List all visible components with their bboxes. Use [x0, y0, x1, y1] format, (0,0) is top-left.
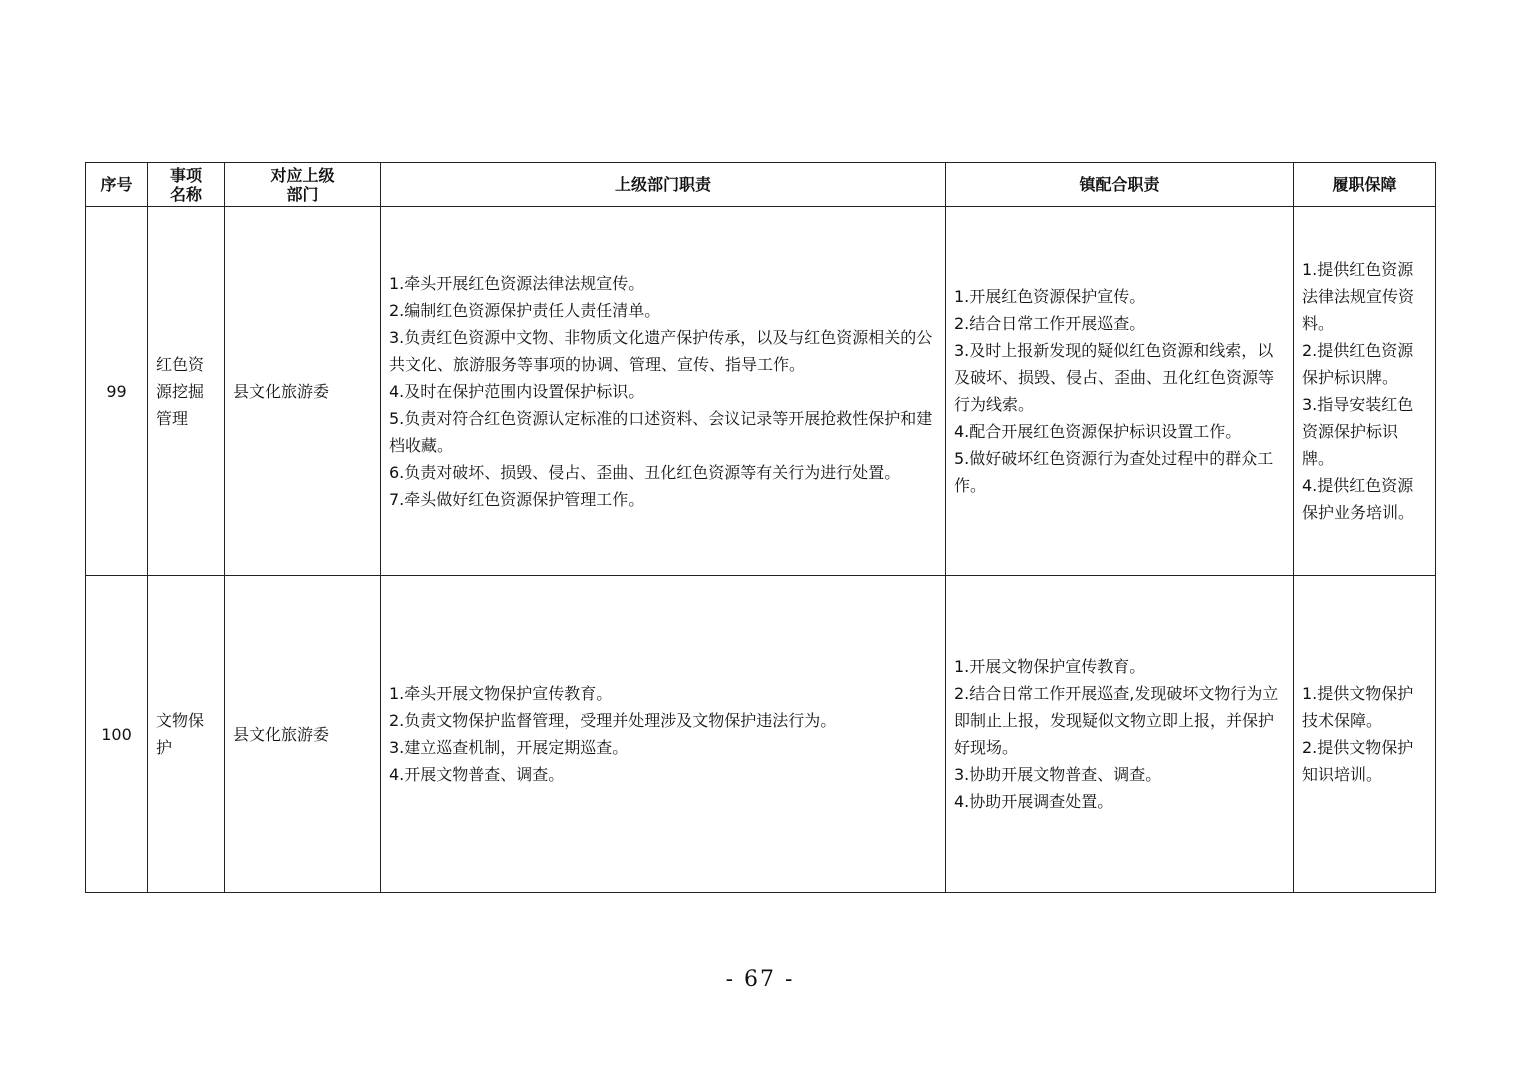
duty-item: 3.建立巡查机制，开展定期巡查。	[389, 738, 629, 757]
header-dept	[225, 163, 381, 207]
item-name: 文物保护	[148, 576, 225, 893]
duty-item: 5.负责对符合红色资源认定标准的口述资料、会议记录等开展抢救性保护和建档收藏。	[389, 408, 933, 455]
duty-item: 7.牵头做好红色资源保护管理工作。	[389, 489, 645, 509]
duty-item: 2.编制红色资源保护责任人责任清单。	[389, 300, 661, 320]
guarantee-item: 1.提供红色资源法律法规宣传资料。	[1302, 260, 1415, 333]
item-department: 县文化旅游委	[225, 576, 381, 893]
duty-item: 4.开展文物普查、调查。	[389, 765, 565, 784]
guarantee-item: 1.提供文物保护技术保障。	[1302, 684, 1414, 730]
duties-table	[85, 162, 1436, 893]
duty-item: 6.负责对破坏、损毁、侵占、歪曲、丑化红色资源等有关行为进行处置。	[389, 462, 901, 482]
town-duties-cell	[946, 576, 1294, 893]
header-dept-line: 部门	[286, 184, 319, 204]
town-duties-cell	[946, 207, 1294, 576]
duty-item: 1.牵头开展文物保护宣传教育。	[389, 684, 613, 703]
header-upper-duties: 上级部门职责	[381, 163, 946, 207]
duty-item: 2.结合日常工作开展巡查。	[954, 314, 1146, 333]
duty-item: 1.牵头开展红色资源法律法规宣传。	[389, 273, 645, 293]
duty-item: 4.配合开展红色资源保护标识设置工作。	[954, 422, 1242, 441]
header-dept-line: 对应上级	[270, 165, 335, 185]
duty-item: 2.负责文物保护监督管理，受理并处理涉及文物保护违法行为。	[389, 711, 837, 730]
item-number: 99	[86, 207, 148, 576]
duty-item: 3.协助开展文物普查、调查。	[954, 765, 1162, 784]
duty-item: 3.及时上报新发现的疑似红色资源和线索，以及破坏、损毁、侵占、歪曲、丑化红色资源等行为线索。	[954, 341, 1275, 414]
duty-item: 2.结合日常工作开展巡查,发现破坏文物行为立即制止上报，发现疑似文物立即上报，并保护好现场。	[954, 684, 1279, 757]
upper-duties-cell	[381, 207, 946, 576]
duty-item: 1.开展红色资源保护宣传。	[954, 287, 1146, 306]
duty-item: 4.及时在保护范围内设置保护标识。	[389, 381, 645, 401]
page-number: - 67 -	[725, 967, 795, 992]
header-guarantee: 履职保障	[1294, 163, 1436, 207]
item-number: 100	[86, 576, 148, 893]
guarantee-cell	[1294, 207, 1436, 576]
header-town-duties: 镇配合职责	[946, 163, 1294, 207]
header-name	[148, 163, 225, 207]
guarantee-item: 2.提供文物保护知识培训。	[1302, 738, 1414, 784]
duty-item: 4.协助开展调查处置。	[954, 792, 1114, 811]
item-name: 红色资源挖掘管理	[148, 207, 225, 576]
guarantee-item: 2.提供红色资源保护标识牌。	[1302, 341, 1414, 387]
guarantee-item: 3.指导安装红色资源保护标识牌。	[1302, 395, 1414, 468]
item-department: 县文化旅游委	[225, 207, 381, 576]
header-row	[86, 163, 1436, 207]
table-row	[86, 207, 1436, 576]
guarantee-cell	[1294, 576, 1436, 893]
duty-item: 3.负责红色资源中文物、非物质文化遗产保护传承，以及与红色资源相关的公共文化、旅游服务等事项的协调、管理、宣传、指导工作。	[389, 327, 933, 374]
guarantee-item: 4.提供红色资源保护业务培训。	[1302, 476, 1415, 522]
duty-item: 1.开展文物保护宣传教育。	[954, 657, 1146, 676]
upper-duties-cell	[381, 576, 946, 893]
header-no: 序号	[86, 163, 148, 207]
duty-item: 5.做好破坏红色资源行为查处过程中的群众工作。	[954, 449, 1274, 495]
table-row	[86, 576, 1436, 893]
header-name-line: 事项	[169, 165, 202, 185]
header-name-line: 名称	[169, 184, 202, 204]
